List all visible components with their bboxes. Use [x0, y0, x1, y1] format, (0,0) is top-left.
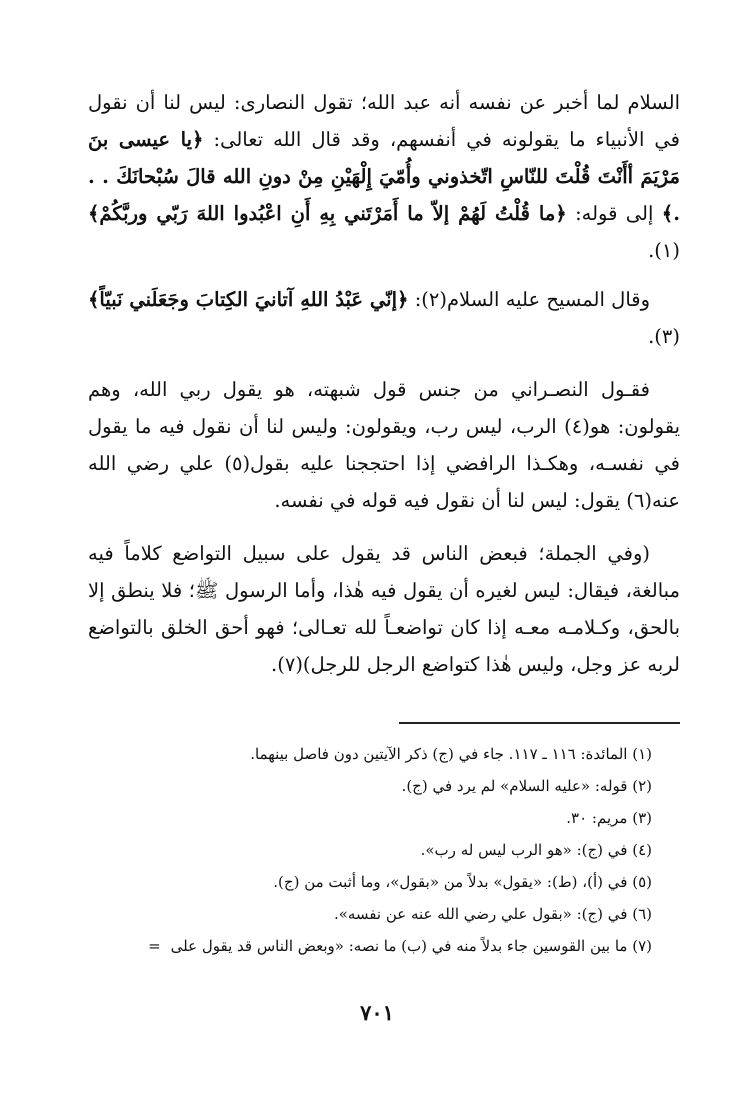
footnote [90, 770, 652, 802]
main-text [88, 84, 680, 683]
footnote-divider [399, 722, 680, 724]
text-segment: (وفي الجملة؛ فبعض الناس قد يقول على سبيل التواضع كلاماً فيه مبالغة، فيقال: ليس لغيره أن يقول فيه هٰذا، وأما الرسول ﷺ؛ فلا ينطق إلا بالحق، وكـلامـه معـه إذا كان تواضعـاً لله تعـالى؛ فهو أحق الخلق بالتواضع لربه عز وجل، وليس هٰذا كتواضع الرجل للرجل)(٧). [88, 542, 680, 676]
footnote [90, 898, 652, 930]
footnote-text: (٥) في (أ)، (ط): «يقول» بدلاً من «بقول»، وما أثبت من (ج). [273, 873, 652, 891]
paragraph [88, 281, 680, 355]
text-segment: إلى قوله: [566, 202, 662, 225]
footnotes [90, 738, 652, 962]
quran-verse: ﴿ما قُلْتُ لَهُمْ إلاّ ما أَمَرْتَني بِهِ أَنِ اعْبُدوا اللهَ رَبّي وربَّكُمْ﴾ [88, 202, 567, 225]
text-segment: فقـول النصـراني من جنس قول شبهته، هو يقول ربي الله، وهم يقولون: هو(٤) الرب، ليس رب، ويقولون: وليس لنا أن نقول فيه ما يقول في نفسـه، وهكـذا الرافضي إذا احتججنا عليه بقول(٥) علي رضي الله عنه(٦) يقول: ليس لنا أن نقول فيه قوله في نفسه. [88, 378, 681, 512]
footnote [90, 866, 652, 898]
text-segment: (٣). [648, 325, 680, 348]
footnote [90, 930, 652, 962]
footnote-text: (٤) في (ج): «هو الرب ليس له رب». [420, 841, 652, 859]
footnote-text: (٣) مريم: ٣٠. [566, 809, 652, 827]
footnote-text: (٦) في (ج): «بقول علي رضي الله عنه عن نفسه». [333, 905, 652, 923]
footnote [90, 834, 652, 866]
paragraph [88, 371, 680, 519]
footnote [90, 802, 652, 834]
paragraph [88, 535, 680, 683]
paragraph [88, 84, 680, 269]
footnote-text: (٧) ما بين القوسين جاء بدلاً منه في (ب) ما نصه: «وبعض الناس قد يقول على [170, 937, 652, 955]
quran-verse: ﴿إنّي عَبْدُ اللهِ آتانيَ الكِتابَ وجَعَلَني نَبيّاً﴾ [88, 288, 409, 311]
quran-verse: ﴿يا عيسى بنَ مَرْيَمَ أأَنْتَ قُلْتَ للنّاسِ اتّخذوني وأُمّيَ إِلْهَيْنِ مِنْ دونِ الله قالَ سُبْحانَكَ . . .﴾ [88, 128, 680, 225]
footnote-text: (٢) قوله: «عليه السلام» لم يرد في (ج). [401, 777, 652, 795]
text-segment: وقال المسيح عليه السلام(٢): [408, 288, 650, 311]
page-number: ٧٠١ [360, 1000, 394, 1025]
footnote-text: (١) المائدة: ١١٦ ـ ١١٧. جاء في (ج) ذكر الآيتين دون فاصل بينهما. [250, 745, 652, 763]
text-segment: السلام لما أخبر عن نفسه أنه عبد الله؛ تقول النصارى: ليس لنا أن نقول في الأنبياء ما يقولونه في أنفسهم، وقد قال الله تعالى: [88, 91, 680, 151]
text-segment: (١). [648, 239, 680, 262]
footnote [90, 738, 652, 770]
continuation-mark: = [148, 937, 161, 955]
